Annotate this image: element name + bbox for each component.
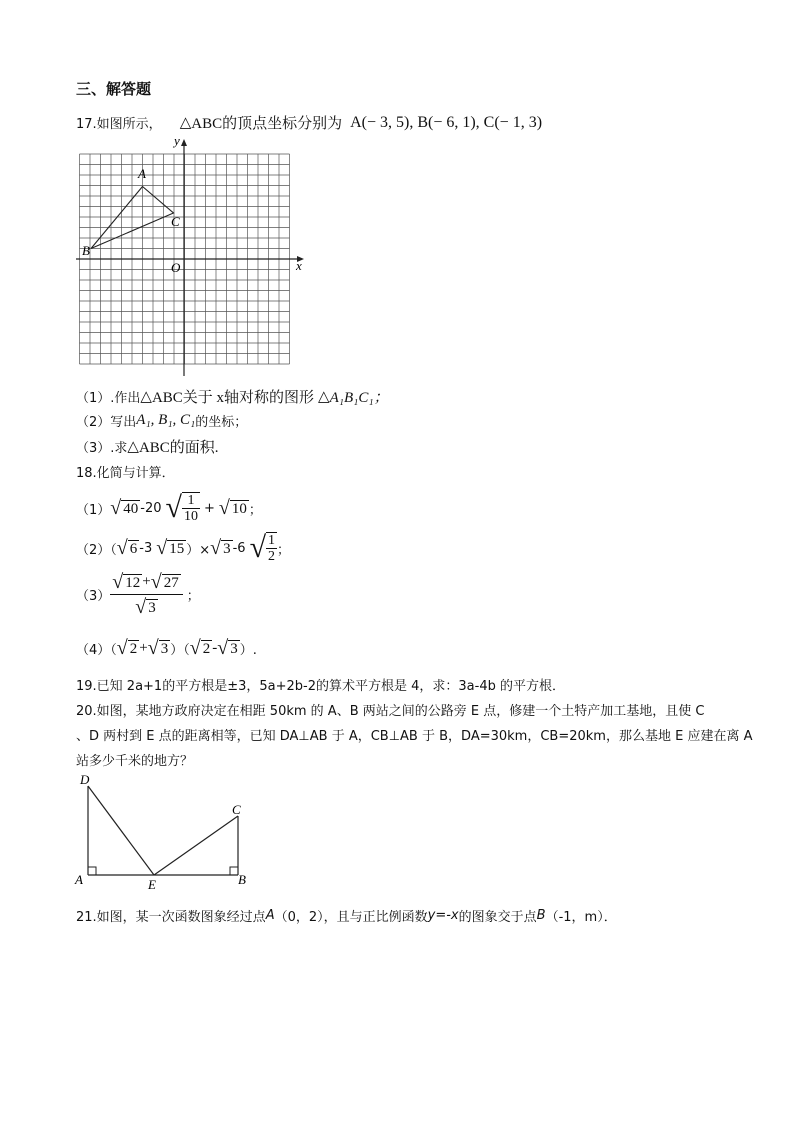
q17-sub3-tail: ABC的面积. (138, 440, 219, 456)
punct: ； (248, 502, 262, 518)
q17-sub3-prefix: （3）.求 (76, 441, 128, 456)
q17-sub3 (76, 436, 219, 457)
part-label: （4）（ (76, 642, 117, 658)
q21-text (76, 906, 617, 925)
q17-sub1-mid: ABC关于 x轴对称的图形 (151, 390, 315, 406)
q21-point-a: A (265, 908, 275, 923)
sqrt-sign: √ (189, 637, 201, 659)
point-b-label: B (238, 872, 246, 887)
radicand: 2 (202, 640, 211, 657)
sqrt-sign: √ (156, 537, 168, 559)
right-angle-a (88, 867, 96, 875)
q20-line3: 站多少千米的地方？ (76, 754, 194, 769)
point-a-label: A (75, 872, 83, 887)
operator: -20 (140, 500, 162, 516)
q17-coords: A(− 3, 5), B(− 6, 1), C(− 1, 3) (350, 113, 543, 131)
radicand: 15 (169, 540, 185, 557)
right-angle-b (230, 867, 238, 875)
sqrt-sign: √ (150, 571, 162, 593)
q19-text: 19.已知 2a+1的平方根是±3，5a+2b-2的算术平方根是 4，求：3a-4b 的平方根． (76, 679, 565, 694)
q17-coordinate-figure (74, 136, 310, 380)
q17-sub1-tail: A₁B₁C₁； (329, 390, 389, 406)
point-d-label: D (80, 772, 90, 787)
punct: ； (277, 542, 291, 558)
q20-line2: 、D 两村到 E 点的距离相等，已知 DA⊥AB 于 A，CB⊥AB 于 B，DA=30km，CB=20km，那么基地 E 应建在离 A (76, 729, 753, 744)
triangle-symbol: △ (318, 389, 330, 405)
part-label: （3） (76, 589, 111, 604)
section-title: 三、解答题 (76, 80, 152, 98)
segment-de (88, 786, 154, 875)
q18-title: 18.化简与计算． (76, 466, 175, 481)
point-c-label: C (232, 802, 241, 817)
radicand: 6 (129, 540, 138, 557)
denominator: √ 3 (135, 596, 156, 618)
part-label: （2）（ (76, 542, 117, 558)
numerator: √ 12 +√ 27 (110, 572, 182, 595)
q17-header (76, 112, 542, 133)
part-label: （1） (76, 502, 111, 518)
fraction (110, 572, 182, 617)
radicand: 10 (231, 500, 247, 517)
sqrt-sign: √ (112, 571, 124, 593)
paren: ）. (239, 642, 257, 658)
q17-sub1-prefix: （1）.作出 (76, 391, 141, 406)
radicand: 3 (223, 540, 231, 557)
sqrt-sign: √ (249, 531, 267, 564)
q17-sub1 (76, 386, 389, 407)
triangle-symbol: △ (140, 389, 152, 405)
x-axis-label: x (296, 258, 302, 273)
q21-prefix: 21.如图，某一次函数图象经过点 (76, 910, 266, 925)
sqrt-sign: √ (116, 637, 128, 659)
operator: ）× (186, 542, 211, 558)
sqrt-sign: √ (116, 537, 128, 559)
sqrt-sign: √ (218, 497, 230, 519)
radicand: 40 (123, 500, 139, 517)
y-axis-label: y (174, 136, 180, 148)
q21-point-a-coords: （0，2），且与正比例函数 (274, 910, 428, 925)
q18-part1 (76, 492, 262, 524)
y-axis-arrow (181, 139, 187, 146)
punct: ； (186, 589, 200, 604)
q17-sub2 (76, 411, 247, 430)
operator: + (203, 500, 215, 516)
operator: - (212, 639, 218, 656)
radicand: 3 (230, 640, 238, 657)
sqrt-sign: √ (110, 497, 122, 519)
operator: -3 (139, 540, 153, 556)
origin-label: O (171, 260, 181, 275)
triangle-symbol: △ (127, 439, 139, 455)
q21-function: y=-x (427, 908, 459, 923)
point-b-label: B (82, 243, 90, 258)
point-c-label: C (171, 214, 180, 229)
radicand: 3 (160, 640, 169, 657)
q17-intro: 17.如图所示， (76, 117, 162, 132)
q17-sub2-vars: A₁, B₁, C₁ (136, 412, 196, 428)
point-a-label: A (138, 166, 146, 181)
fraction: $\frac{1}{10}$ (183, 493, 198, 524)
q17-sub2-tail: 的坐标； (195, 415, 248, 430)
operator: -6 (232, 540, 246, 556)
q21-mid: 的图象交于点 (458, 910, 537, 925)
q21-point-b-coords: （-1，m）． (545, 910, 617, 925)
q18-part2 (76, 532, 290, 564)
sqrt-sign: √ (147, 637, 159, 659)
fraction: $\frac{1}{2}$ (268, 533, 276, 564)
radicand: 2 (129, 640, 138, 657)
sqrt-sign: √ (217, 637, 229, 659)
q21-point-b: B (536, 908, 546, 923)
sqrt-sign: √ (210, 537, 222, 559)
triangle-symbol: △ (179, 115, 192, 131)
sqrt-sign: √ (165, 491, 182, 524)
paren: ）（ (170, 642, 190, 658)
q17-tri-name: ABC的顶点坐标分别为 (191, 116, 343, 132)
segment-ec (154, 816, 238, 875)
sqrt-sign: √ (135, 596, 147, 618)
q20-line1: 20.如图，某地方政府决定在相距 50km 的 A、B 两站之间的公路旁 E 点，修建一个土特产加工基地，且使 C (76, 704, 705, 719)
q18-part4 (76, 638, 257, 658)
q20-figure (72, 770, 256, 896)
operator: + (139, 639, 148, 656)
point-e-label: E (148, 877, 156, 892)
q18-part3 (76, 572, 200, 617)
q17-sub2-prefix: （2）写出 (76, 415, 137, 430)
